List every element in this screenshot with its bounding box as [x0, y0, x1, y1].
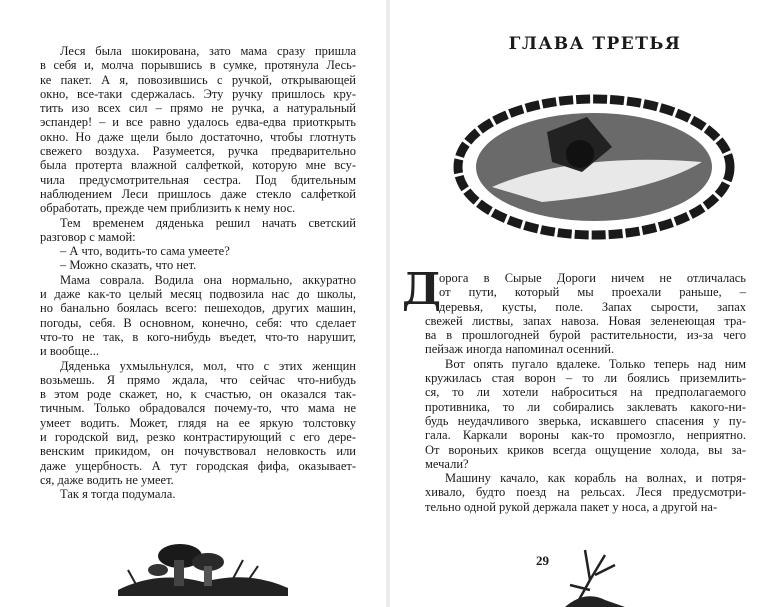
text-line: наблюдением Леси пришлось даже стекло салфеткой: [40, 186, 356, 201]
text-line: свежего воздуха. Разумеется, ручка предварительно: [40, 144, 356, 159]
text-line: но банально боялась всего: пешеходов, других машин,: [40, 301, 356, 316]
text-line: будь неудачливого зверька, искавшего спасения у пу-: [425, 413, 746, 428]
right-page-text: [425, 271, 746, 514]
text-line: противника, то ли собирались заклевать какого-ни-: [425, 399, 746, 414]
text-line: орога в Сырые Дороги ничем не отличалась: [439, 271, 746, 285]
text-line: погоды, себя. В основном, конечно, себя: что сделает: [40, 315, 356, 330]
text-line: От вороньих криков всегда ощущение холода, вы за-: [425, 442, 746, 457]
text-line: тичным. Только обрадовался почему-то, что мама не: [40, 401, 356, 416]
text-line: – Можно сказать, что нет.: [60, 258, 197, 273]
text-line: ся, то ли хотели наброситься на предполагаемого: [425, 385, 746, 400]
text-line: гала. Каркали вороны как-то промозгло, неприятно.: [425, 428, 746, 443]
text-line: Машину качало, как корабль на волнах, и потря-: [445, 471, 746, 486]
text-line: мечали?: [425, 456, 469, 471]
text-line: Тем временем дяденька решил начать светский: [60, 215, 356, 230]
text-line: – А что, водить-то сама умеете?: [60, 244, 230, 259]
text-line: деревья, кусты, поле. Запах сырости, запах: [439, 299, 746, 314]
page-number: 29: [536, 553, 549, 568]
text-line: тить изо всех сил – прямо не ручка, а натуральный: [40, 101, 356, 116]
text-line: ся, даже водить не умеет.: [40, 472, 174, 487]
text-line: ке пакет. А я, повозившись с ручкой, открывающей: [40, 72, 356, 87]
text-line: даже ущербность. А тут городская фифа, оказывает-: [40, 458, 356, 473]
text-line: кружилась стая ворон – то ли боялись приземлить-: [425, 371, 746, 386]
text-line: свежей листвы, запах навоза. Новая зеленеющая тра-: [425, 313, 746, 328]
drop-cap: Д: [402, 264, 442, 315]
text-line: что-то не так, в кого-нибудь въедет, что-то нарушит,: [40, 329, 356, 344]
text-line: возьмешь. Я прямо ждала, что сейчас что-нибудь: [40, 372, 356, 387]
chapter-title: ГЛАВА ТРЕТЬЯ: [508, 34, 682, 54]
text-line: Дяденька ухмыльнулся, мол, что с этих женщин: [60, 358, 356, 373]
text-line: чила предусмотрительная сестра. Под бдительным: [40, 172, 356, 187]
text-line: в этом роде скажет, но, к счастью, он оказался так-: [40, 387, 356, 402]
text-line: Мама соврала. Водила она нормально, аккуратно: [60, 272, 356, 287]
text-line: Вот опять пугало вдалеке. Только теперь над ним: [445, 356, 746, 371]
text-line: ва в прошлогодней бурой растительности, из-за чего: [425, 328, 746, 343]
text-line: и городской вид, резко контрастирующий с его дере-: [40, 430, 356, 445]
text-line: эспандер! – и все равно удалось едва-едва приоткрыть: [40, 115, 356, 130]
text-line: окно, все-таки сдержалась. Эту ручку пришлось кру-: [40, 86, 356, 101]
text-line: и вообще...: [40, 344, 100, 359]
text-line: Так я тогда подумала.: [60, 487, 176, 502]
text-line: хивало, будто поезд на рельсах. Леся предусмотри-: [425, 485, 746, 500]
text-line: пейзаж иногда напоминал осенний.: [425, 342, 615, 357]
left-page-text: [40, 44, 356, 502]
text-line: обработать, прежде чем приблизить к нему нос.: [40, 201, 296, 216]
text-line: и даже как-то целый месяц подвозила нас до школы,: [40, 287, 356, 302]
text-line: в себя и, молча порывшись в сумке, протянула Лесь-: [40, 58, 356, 73]
text-line: разговор с мамой:: [40, 229, 136, 244]
text-line: умеет водить. Может, глядя на ее яркую толстовку: [40, 415, 356, 430]
text-line: от пути, который мы проехали раньше, –: [439, 285, 746, 300]
chapter-illustration: [452, 92, 737, 242]
mushroom-illustration: [118, 530, 288, 598]
text-line: была протерта влажной салфеткой, которую мне всу-: [40, 158, 356, 173]
tree-illustration: [565, 540, 625, 607]
text-line: тельно одной рукой держала пакет у носа, а другой на-: [425, 499, 718, 514]
text-line: венским прикидом, он почувствовал неловкость или: [40, 444, 356, 459]
text-line: Леся была шокирована, зато мама сразу пришла: [60, 44, 356, 58]
text-line: окно. Но даже щели было достаточно, чтобы глотнуть: [40, 129, 356, 144]
